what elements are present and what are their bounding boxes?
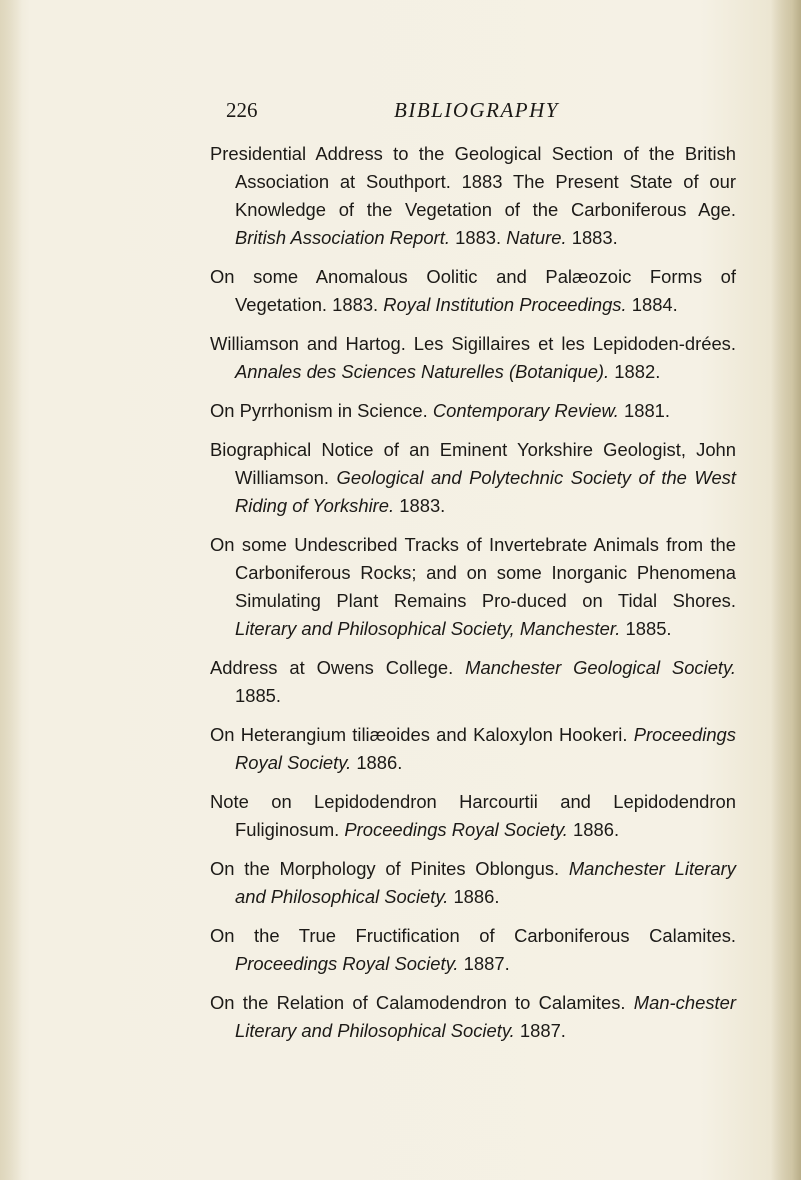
entry-title: On the Morphology of Pinites Oblongus. bbox=[210, 858, 560, 879]
bibliography-entry bbox=[210, 654, 736, 710]
entry-publication: Annales des Sciences Naturelles (Botanique). bbox=[235, 361, 610, 382]
entry-title: On some Anomalous Oolitic and Palæozoic Forms of Vegetation. 1883. bbox=[210, 266, 736, 315]
entry-publication: British Association Report. bbox=[235, 227, 450, 248]
entry-title: On the Relation of Calamodendron to Calamites. bbox=[210, 992, 626, 1013]
bibliography-list bbox=[210, 140, 736, 1056]
entry-year: 1885. bbox=[625, 618, 672, 639]
running-title: BIBLIOGRAPHY bbox=[394, 98, 559, 122]
entry-publication: Proceedings Royal Society. bbox=[235, 953, 459, 974]
entry-year: 1881. bbox=[624, 400, 671, 421]
entry-title: On some Undescribed Tracks of Invertebrate Animals from the Carboniferous Rocks; and on some Inorganic Phenomena Simulating Plant Remains Pro-duced on Tidal Shores. bbox=[210, 534, 736, 611]
bibliography-entry bbox=[210, 140, 736, 252]
bibliography-entry bbox=[210, 531, 736, 643]
entry-publication: Contemporary Review. bbox=[432, 400, 619, 421]
bibliography-entry bbox=[210, 989, 736, 1045]
entry-publication: Literary and Philosophical Society, Manchester. bbox=[235, 618, 621, 639]
page-right-edge bbox=[771, 0, 801, 1180]
entry-publication-secondary: Nature. bbox=[506, 227, 567, 248]
page-left-edge bbox=[0, 0, 22, 1180]
entry-year: 1887. bbox=[519, 1020, 566, 1041]
entry-year: 1886. bbox=[453, 886, 500, 907]
entry-title: Note on Lepidodendron Harcourtii and Lepidodendron Fuliginosum. bbox=[210, 791, 736, 840]
entry-publication: Royal Institution Proceedings. bbox=[383, 294, 627, 315]
bibliography-entry bbox=[210, 721, 736, 777]
entry-publication: Manchester Geological Society. bbox=[465, 657, 736, 678]
entry-year: 1884. bbox=[631, 294, 678, 315]
entry-year: 1886. bbox=[573, 819, 620, 840]
entry-publication: Manchester Literary and Philosophical Society. bbox=[235, 858, 736, 907]
entry-publication: Geological and Polytechnic Society of the West Riding of Yorkshire. bbox=[235, 467, 736, 516]
entry-year-secondary: 1883. bbox=[571, 227, 618, 248]
entry-publication: Proceedings Royal Society. bbox=[235, 724, 736, 773]
entry-year: 1885. bbox=[235, 685, 282, 706]
page-number: 226 bbox=[226, 98, 258, 122]
entry-year: 1882. bbox=[614, 361, 661, 382]
bibliography-entry bbox=[210, 397, 736, 425]
entry-year: 1883. bbox=[399, 495, 446, 516]
entry-year: 1887. bbox=[463, 953, 510, 974]
bibliography-entry bbox=[210, 788, 736, 844]
entry-title: On Heterangium tiliæoides and Kaloxylon Hookeri. bbox=[210, 724, 628, 745]
entry-year: 1883. bbox=[455, 227, 502, 248]
entry-title: On Pyrrhonism in Science. bbox=[210, 400, 428, 421]
page-header bbox=[226, 98, 586, 128]
bibliography-entry bbox=[210, 263, 736, 319]
bibliography-entry bbox=[210, 436, 736, 520]
entry-title: Presidential Address to the Geological Section of the British Association at Southport. 1883 The Present State of our Knowledge of the Vegetation of the Carboniferous Age. bbox=[210, 143, 736, 220]
entry-year: 1886. bbox=[356, 752, 403, 773]
entry-title: Williamson and Hartog. Les Sigillaires et les Lepidoden-drées. bbox=[210, 333, 736, 354]
entry-publication: Man-chester Literary and Philosophical Society. bbox=[235, 992, 736, 1041]
bibliography-entry bbox=[210, 922, 736, 978]
entry-title: Biographical Notice of an Eminent Yorkshire Geologist, John Williamson. bbox=[210, 439, 736, 488]
entry-title: Address at Owens College. bbox=[210, 657, 454, 678]
entry-title: On the True Fructification of Carboniferous Calamites. bbox=[210, 925, 736, 946]
entry-publication: Proceedings Royal Society. bbox=[344, 819, 568, 840]
bibliography-entry bbox=[210, 855, 736, 911]
bibliography-entry bbox=[210, 330, 736, 386]
